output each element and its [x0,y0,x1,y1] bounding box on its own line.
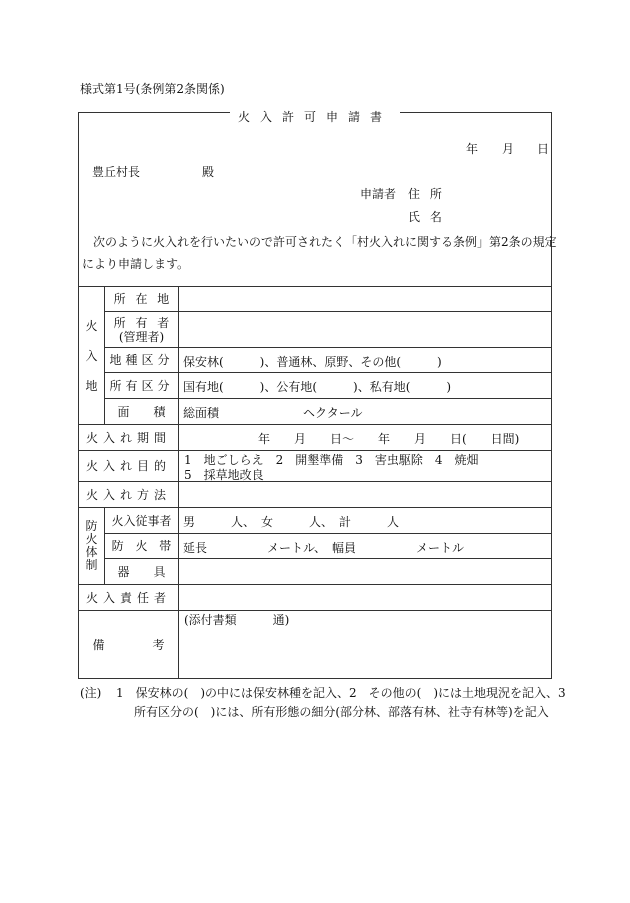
area-value: 総面積 ヘクタール [183,406,363,420]
applicant-label: 申請者 [360,187,397,201]
notes-prefix: (注) [80,686,102,700]
date-day: 日 [537,142,550,156]
date-year: 年 [466,142,479,156]
period-label: 火入れ期間 [85,430,171,445]
firebreak-value: 延長 メートル、 幅員 メートル [183,541,465,555]
workers-value: 男 人、 女 人、 計 人 [183,515,400,529]
workers-label: 火入従事者 [111,513,172,528]
fire-prevention-group-label: 防 火 体 制 [85,519,98,572]
period-value: 年 月 日〜 年 月 日( 日間) [258,432,520,446]
owner-label: 所 有 者 (管理者) [113,315,170,344]
remarks-label: 備 考 [92,637,165,652]
note-line-2: 所有区分の( )には、所有形態の細分(部分林、部落有林、社寺有林等)を記入 [134,705,549,719]
area-label: 面 積 [117,404,166,419]
firebreak-label: 防 火 帯 [111,539,172,553]
ownership-value: 国有地( )、公有地( )、私有地( ) [183,380,452,394]
note-line-1: 1 保安林の( )の中には保安林種を記入、2 その他の( )には土地現況を記入、3 [116,686,566,700]
address-label: 住 所 [408,187,442,201]
name-label: 氏 名 [408,210,442,224]
honorific: 殿 [202,165,215,179]
addressee: 豊丘村長 [92,165,141,179]
date-month: 月 [502,142,515,156]
method-label: 火入れ方法 [85,487,171,502]
remarks-value: (添付書類 通) [184,613,290,627]
location-label: 所 在 地 [113,292,170,306]
statement-line-1: 次のように火入れを行いたいので許可されたく「村火入れに関する条例」第2条の規定 [93,235,557,249]
form-number-label: 様式第1号(条例第2条関係) [80,82,225,96]
ownership-label: 所有区分 [109,378,174,393]
purpose-line-1: 1 地ごしらえ 2 開墾準備 3 害虫駆除 4 焼畑 [184,453,479,467]
land-type-label: 地種区分 [109,353,174,367]
statement-line-2: により申請します。 [82,257,190,271]
responsible-label: 火入責任者 [85,590,171,605]
equipment-label: 器 具 [117,564,166,579]
land-type-value: 保安林( )、普通林、原野、その他( ) [183,355,442,369]
purpose-line-2: 5 採草地改良 [184,468,264,482]
form-title: 火入許可申請書 [78,106,552,125]
fire-site-group-label: 火 入 地 [85,318,98,393]
purpose-label: 火入れ目的 [85,459,171,473]
